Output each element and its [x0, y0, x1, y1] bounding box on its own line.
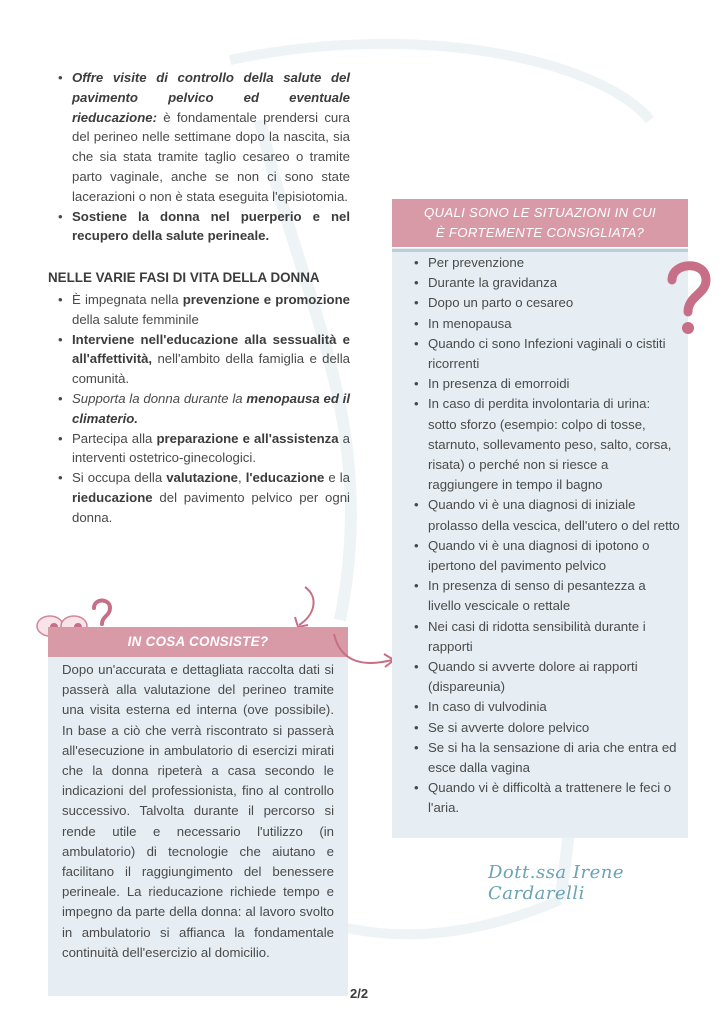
- text: della salute femminile: [72, 311, 199, 327]
- text-bold: prevenzione e promozione: [182, 291, 350, 307]
- list-item: • Dopo un parto o cesareo: [428, 293, 680, 313]
- text: ,: [238, 470, 246, 486]
- list-item: [72, 468, 350, 527]
- text: a interventi ostetrico-ginecologici.: [72, 430, 350, 466]
- list-item: • In caso di vulvodinia: [428, 697, 680, 717]
- list-item: [72, 330, 350, 389]
- list-item: • Nei casi di ridotta sensibilità durante i rapporti: [428, 617, 680, 657]
- situazioni-title: [392, 199, 688, 247]
- text: Partecipa alla: [72, 430, 157, 446]
- question-mark-icon: [658, 258, 718, 338]
- text-bold: rieducazione: [72, 489, 153, 505]
- left-column: [48, 68, 350, 528]
- list-item: [72, 68, 350, 207]
- text: e la: [324, 470, 351, 486]
- item-title: Offre visite di controllo della salute del pavimento pelvico ed eventuale rieducazione:: [72, 70, 350, 125]
- situazioni-list: [408, 253, 680, 819]
- curved-arrow-icon: [330, 630, 400, 675]
- list-item: • In menopausa: [428, 314, 680, 334]
- list-item: • Durante la gravidanza: [428, 273, 680, 293]
- item-text: è fondamentale prendersi cura del perineo nelle settimane dopo la nascita, sia che sia stata tramite taglio cesareo o tramite parto vaginale, anche se non ci sono state lacerazioni o non è stata eseguita l'episiotomia.: [72, 109, 350, 204]
- list-item: • Se si ha la sensazione di aria che entra ed esce dalla vagina: [428, 738, 680, 778]
- text: Si occupa della: [72, 470, 167, 486]
- page-number: 2/2: [350, 986, 369, 1001]
- item-text: Sostiene la donna nel puerperio e nel recupero della salute perineale.: [72, 208, 350, 244]
- situazioni-title-line2: È FORTEMENTE CONSIGLIATA?: [435, 225, 645, 240]
- list-item: [72, 207, 350, 247]
- list-item: • In presenza di emorroidi: [428, 374, 680, 394]
- text-bold: Interviene nell'educazione alla sessualità e all'affettività,: [72, 331, 350, 367]
- consiste-title: IN COSA CONSISTE?: [48, 627, 348, 657]
- title-accent-line: [392, 249, 688, 252]
- list-item: [72, 389, 350, 429]
- text-italic: Supporta la donna durante la: [72, 390, 247, 406]
- list-item: • Per prevenzione: [428, 253, 680, 273]
- list-item: • In presenza di senso di pesantezza a livello vescicale o rettale: [428, 576, 680, 616]
- text: È impegnata nella: [72, 291, 183, 307]
- list-item: • Quando vi è una diagnosi di ipotono o ipertono del pavimento pelvico: [428, 536, 680, 576]
- text-bold: preparazione e all'assistenza: [156, 430, 339, 446]
- text-bold-italic: menopausa ed il climaterio.: [72, 390, 350, 426]
- list-item: • Quando vi è difficoltà a trattenere le feci o l'aria.: [428, 778, 680, 818]
- list-item: • Quando si avverte dolore ai rapporti (dispareunia): [428, 657, 680, 697]
- text: del pavimento pelvico per ogni donna.: [72, 489, 350, 525]
- list-item: • Quando ci sono Infezioni vaginali o cistiti ricorrenti: [428, 334, 680, 374]
- consiste-text: Dopo un'accurata e dettagliata raccolta dati si passerà alla valutazione del perineo tramite una visita esterna ed interna (ove possibile). In base a ciò che verrà riscontrato si passerà all'esecuzione in ambulatorio di esercizi mirati che la donna ripeterà a casa secondo le indicazioni del professionista, fino al controllo successivo. Talvolta durante il percorso si rende utile e necessario l'utilizzo (in ambulatorio) di tecnologie che aiutano e facilitano il raggiungimento del benessere perineale. La rieducazione richiede tempo e impegno da parte della donna: al lavoro svolto in ambulatorio si affianca la fondamentale continuità dell'esercizio al domicilio.: [62, 662, 334, 960]
- list-item: • Quando vi è una diagnosi di iniziale prolasso della vescica, dell'utero o del retto: [428, 495, 680, 535]
- situazioni-title-line1: QUALI SONO LE SITUAZIONI IN CUI: [423, 205, 657, 220]
- text-bold: l'educazione: [245, 470, 325, 486]
- text-bold: valutazione: [166, 470, 239, 486]
- text: nell'ambito della famiglia e della comunità.: [72, 351, 350, 387]
- list-item: • In caso di perdita involontaria di urina: sotto sforzo (esempio: colpo di tosse, starnuto, sollevamento peso, salto, corsa, risata) o perché non si riesce a raggiungere in tempo il bagno: [428, 394, 680, 495]
- signature: Dott.ssa Irene Cardarelli: [488, 862, 624, 904]
- section-heading: NELLE VARIE FASI DI VITA DELLA DONNA: [48, 270, 320, 286]
- list-item: [72, 290, 350, 330]
- list-item: [72, 429, 350, 469]
- list-item: • Se si avverte dolore pelvico: [428, 718, 680, 738]
